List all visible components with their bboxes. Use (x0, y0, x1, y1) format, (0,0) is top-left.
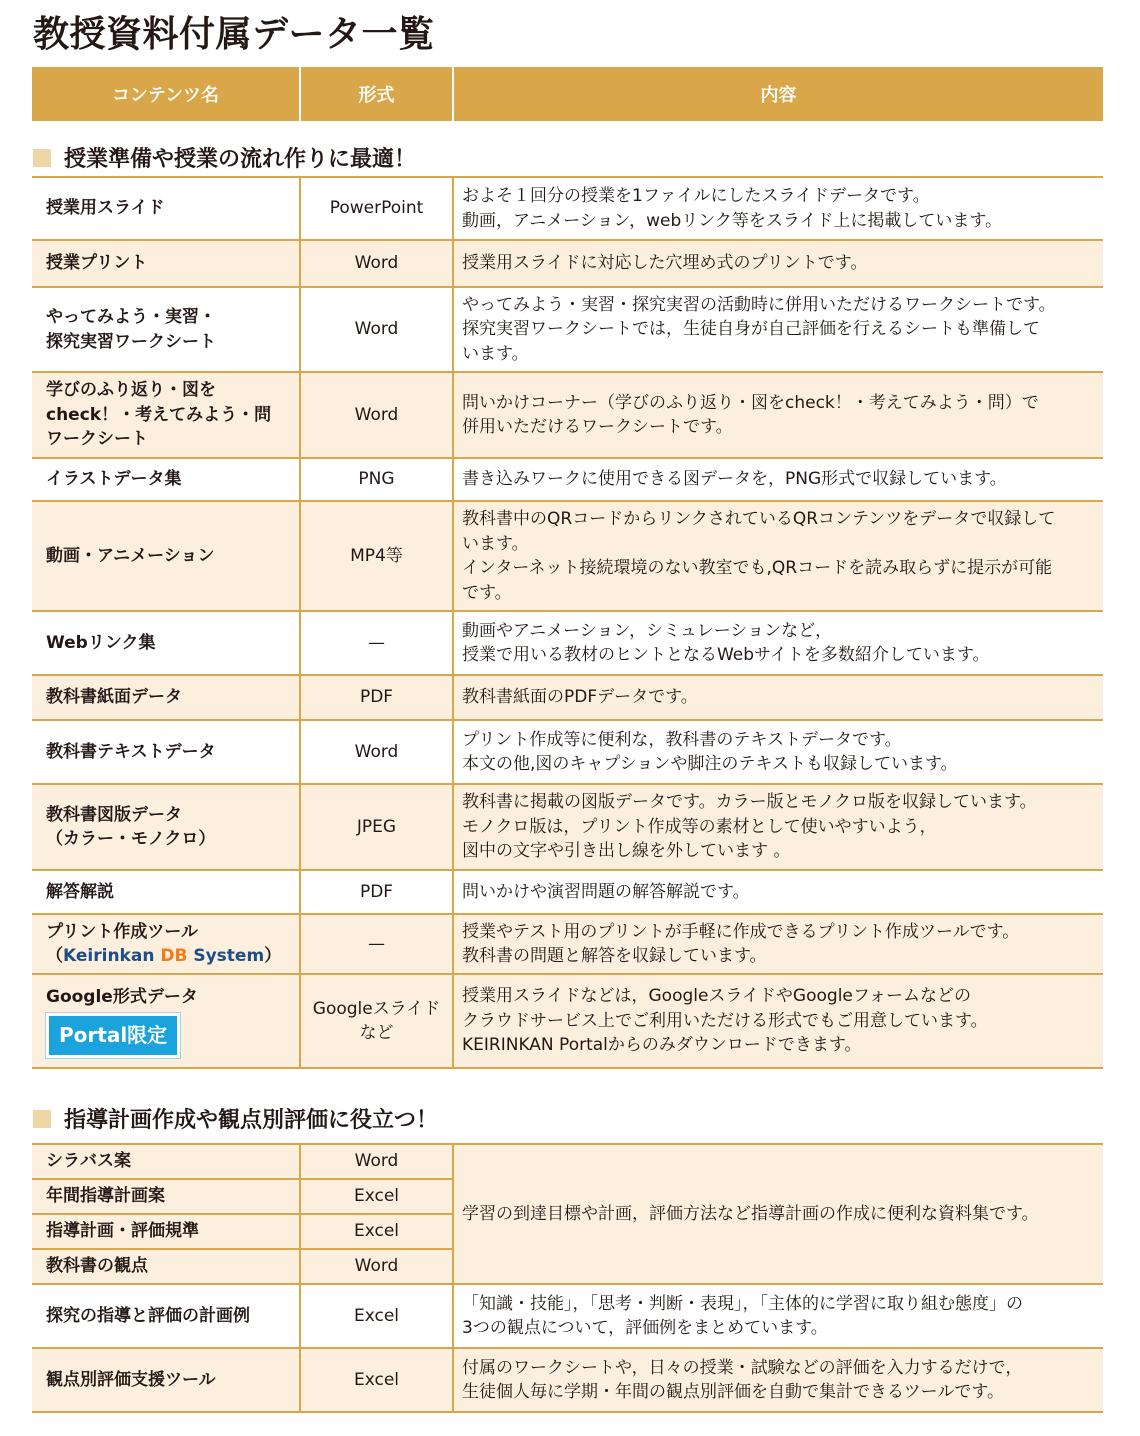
table-row (32, 675, 1103, 720)
description-cell (453, 784, 1103, 870)
page-title: 教授資料付属データ一覧 (33, 14, 435, 55)
description-cell (453, 501, 1103, 611)
description-cell (453, 675, 1103, 720)
desc-line: います。 (462, 533, 529, 554)
format-cell: Excel (300, 1348, 453, 1412)
square-bullet-icon (33, 149, 51, 167)
table-row (32, 458, 1103, 501)
format-cell: Excel (300, 1179, 453, 1214)
format-cell: PDF (300, 870, 453, 914)
desc-line: 教科書中のQRコードからリンクされているQRコンテンツをデータで収録して (462, 509, 1056, 529)
content-name (32, 784, 300, 870)
desc-line: 授業用スライドなどは，GoogleスライドやGoogleフォームなどの (462, 986, 972, 1007)
square-bullet-icon (33, 1110, 51, 1128)
section2-table (32, 1143, 1103, 1413)
format-cell: PNG (300, 458, 453, 501)
table-row (32, 870, 1103, 914)
desc-line: 本文の他,図のキャプションや脚注のテキストも収録しています。 (462, 754, 958, 774)
desc-line: 併用いただけるワークシートです。 (462, 417, 733, 437)
format-cell: MP4等 (300, 501, 453, 611)
portal-limited-badge: Portal限定 (46, 1013, 180, 1058)
name-line: 学びのふり返り・図を (46, 380, 216, 401)
format-cell: Word (300, 372, 453, 458)
desc-line: 図中の文字や引き出し線を外しています 。 (462, 841, 791, 862)
content-name: 解答解説 (32, 870, 300, 914)
desc-line: います。 (462, 343, 529, 364)
content-name: 授業用スライド (32, 177, 300, 240)
desc-line: KEIRINKAN Portalからのみダウンロードできます。 (462, 1035, 862, 1056)
format-cell: Word (300, 720, 453, 784)
content-name: 観点別評価支援ツール (32, 1348, 300, 1412)
name-line: Google形式データ (46, 986, 198, 1007)
desc-line: 書き込みワークに使用できる図データを，PNG形式で収録しています。 (462, 469, 1007, 490)
table-row (32, 177, 1103, 240)
name-line: check！・考えてみよう・問 (46, 404, 272, 425)
desc-line: 教科書に掲載の図版データです。カラー版とモノクロ版を収録しています。 (462, 792, 1037, 813)
table-row (32, 1144, 1103, 1179)
description-cell (453, 974, 1103, 1068)
content-name: 授業プリント (32, 240, 300, 287)
section2-heading-text: 指導計画作成や観点別評価に役立つ！ (64, 1108, 439, 1133)
desc-line: 動画やアニメーション，シミュレーションなど， (462, 620, 833, 641)
desc-line: プリント作成等に便利な，教科書のテキストデータです。 (462, 729, 902, 750)
desc-line: やってみよう・実習・探究実習の活動時に併用いただけるワークシートです。 (462, 294, 1056, 315)
content-name: 教科書テキストデータ (32, 720, 300, 784)
description-cell (453, 177, 1103, 240)
desc-line: クラウドサービス上でご利用いただける形式でもご用意しています。 (462, 1010, 988, 1031)
content-name (32, 974, 300, 1068)
table-row (32, 287, 1103, 372)
content-name (32, 914, 300, 974)
desc-line: 生徒個人毎に学期・年間の観点別評価を自動で集計できるツールです。 (462, 1382, 1004, 1402)
desc-line: モノクロ版は，プリント作成等の素材として使いやすいよう， (462, 816, 937, 837)
table-row (32, 372, 1103, 458)
desc-line: 授業用スライドに対応した穴埋め式のプリントです。 (462, 253, 868, 274)
desc-line: 授業やテスト用のプリントが手軽に作成できるプリント作成ツールです。 (462, 921, 1020, 942)
description-cell (453, 1284, 1103, 1348)
desc-line: 探究実習ワークシートでは，生徒自身が自己評価を行えるシートも準備して (462, 319, 1040, 340)
format-cell: Word (300, 1144, 453, 1179)
desc-line: 付属のワークシートや，日々の授業・試験などの評価を入力するだけで， (462, 1357, 1023, 1378)
header-content-name: コンテンツ名 (32, 67, 300, 121)
desc-line: およそ１回分の授業を1ファイルにしたスライドデータです。 (462, 186, 930, 206)
table-row (32, 1348, 1103, 1412)
content-name (32, 372, 300, 458)
keirinkan-db-system-label: （Keirinkan DB System） (46, 946, 282, 966)
table-row (32, 974, 1103, 1068)
desc-line: 動画，アニメーション，webリンク等をスライド上に掲載しています。 (462, 210, 1003, 231)
desc-line: 問いかけや演習問題の解答解説です。 (462, 881, 750, 902)
name-line: やってみよう・実習・ (46, 307, 216, 327)
description-cell (453, 611, 1103, 675)
content-name: 教科書の観点 (32, 1249, 300, 1284)
content-name: 教科書紙面データ (32, 675, 300, 720)
table-row (32, 240, 1103, 287)
format-cell: — (300, 914, 453, 974)
content-name: Webリンク集 (32, 611, 300, 675)
description-cell (453, 458, 1103, 501)
format-cell: — (300, 611, 453, 675)
description-cell (453, 1348, 1103, 1412)
content-name (32, 287, 300, 372)
format-cell: Word (300, 287, 453, 372)
desc-line: です。 (462, 582, 512, 603)
desc-line: 授業で用いる教材のヒントとなるWebサイトを多数紹介しています。 (462, 645, 990, 665)
table-row (32, 720, 1103, 784)
description-cell (453, 287, 1103, 372)
table-row (32, 501, 1103, 611)
format-cell: JPEG (300, 784, 453, 870)
section1-table (32, 176, 1103, 1069)
desc-line: 教科書の問題と解答を収録しています。 (462, 946, 767, 966)
header-format: 形式 (300, 67, 453, 121)
table-row (32, 1284, 1103, 1348)
format-cell: Word (300, 1249, 453, 1284)
format-cell: PDF (300, 675, 453, 720)
format-line: Googleスライド (312, 998, 441, 1019)
description-cell (453, 720, 1103, 784)
content-name: 年間指導計画案 (32, 1179, 300, 1214)
content-name: 指導計画・評価規準 (32, 1214, 300, 1249)
description-cell (453, 870, 1103, 914)
desc-line: 「知識・技能」，「思考・判断・表現」，「主体的に学習に取り組む態度」の (462, 1293, 1023, 1314)
name-line: ワークシート (46, 429, 148, 450)
description-cell (453, 914, 1103, 974)
header-description: 内容 (453, 67, 1103, 121)
content-name: シラバス案 (32, 1144, 300, 1179)
format-cell: Excel (300, 1284, 453, 1348)
table-header (32, 67, 1103, 121)
format-cell: Excel (300, 1214, 453, 1249)
desc-line: 問いかけコーナー（学びのふり返り・図をcheck！・考えてみよう・問）で (462, 392, 1039, 413)
desc-line: 3つの観点について，評価例をまとめています。 (462, 1318, 828, 1338)
content-name: 動画・アニメーション (32, 501, 300, 611)
name-line: （カラー・モノクロ） (46, 829, 216, 849)
description-cell (453, 240, 1103, 287)
desc-line: 教科書紙面のPDFデータです。 (462, 687, 698, 708)
table-row (32, 914, 1103, 974)
format-line: など (359, 1023, 394, 1043)
format-cell: Word (300, 240, 453, 287)
section2-heading (33, 1103, 438, 1134)
section1-heading-text: 授業準備や授業の流れ作りに最適！ (64, 147, 417, 172)
desc-line: インターネット接続環境のない教室でも,QRコードを読み取らずに提示が可能 (462, 558, 1053, 578)
name-line: 探究実習ワークシート (46, 331, 216, 352)
content-name: 探究の指導と評価の計画例 (32, 1284, 300, 1348)
format-cell (300, 974, 453, 1068)
format-cell: PowerPoint (300, 177, 453, 240)
name-line: 教科書図版データ (46, 804, 182, 825)
section1-heading (33, 142, 416, 173)
table-row (32, 784, 1103, 870)
table-row (32, 611, 1103, 675)
name-line: プリント作成ツール (46, 921, 198, 942)
content-name: イラストデータ集 (32, 458, 300, 501)
description-cell (453, 372, 1103, 458)
description-cell: 学習の到達目標や計画，評価方法など指導計画の作成に便利な資料集です。 (453, 1144, 1103, 1284)
